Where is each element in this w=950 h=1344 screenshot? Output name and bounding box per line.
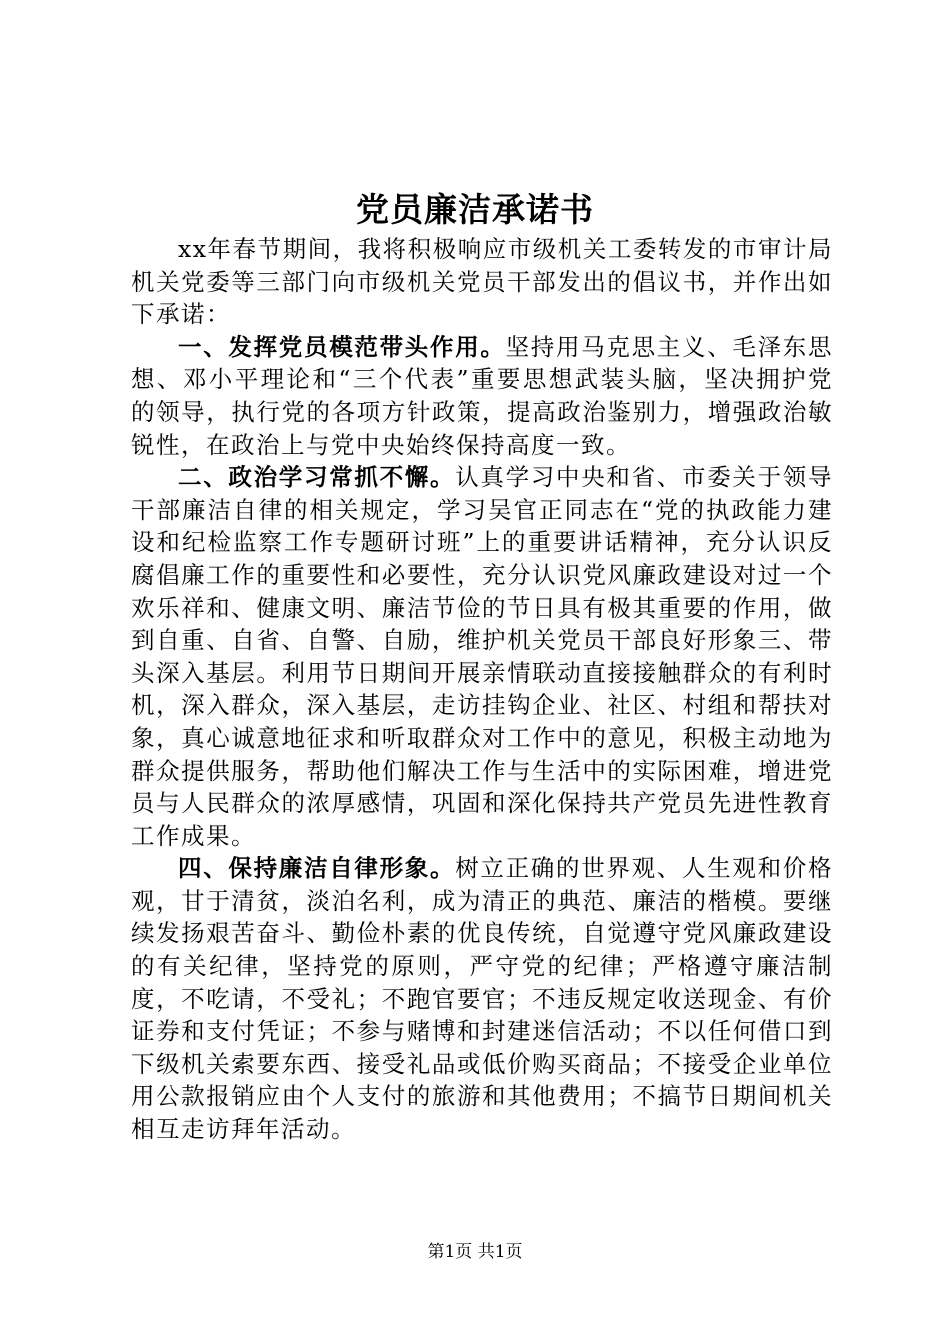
paragraph-section-4 <box>131 852 833 1145</box>
paragraph-text: 坚持用马克思主义、毛泽东思想、邓小平理论和“三个代表”重要思想武装头脑，坚决拥护党的领导，执行党的各项方针政策，提高政治鉴别力，增强政治敏锐性，在政治上与党中央始终保持高度一致。 <box>131 332 834 459</box>
paragraph-heading: 一、发挥党员模范带头作用。 <box>178 332 506 361</box>
paragraph-section-2 <box>131 461 833 852</box>
paragraph-text: xx年春节期间，我将积极响应市级机关工委转发的市审计局机关党委等三部门向市级机关党员干部发出的倡议书，并作出如下承诺： <box>131 235 833 329</box>
paragraph-heading: 四、保持廉洁自律形象。 <box>178 854 456 883</box>
paragraph-heading: 二、政治学习常抓不懈。 <box>178 463 456 492</box>
paragraph-text: 树立正确的世界观、人生观和价格观，甘于清贫，淡泊名利，成为清正的典范、廉洁的楷模。要继续发扬艰苦奋斗、勤俭朴素的优良传统，自觉遵守党风廉政建设的有关纪律，坚持党的原则，严守党的纪律；严格遵守廉洁制度，不吃请，不受礼；不跑官要官；不违反规定收送现金、有价证券和支付凭证；不参与赌博和封建迷信活动；不以任何借口到下级机关索要东西、接受礼品或低价购买商品；不接受企业单位用公款报销应由个人支付的旅游和其他费用；不搞节日期间机关相互走访拜年活动。 <box>131 854 834 1144</box>
document-title: 党员廉洁承诺书 <box>356 190 594 229</box>
paragraph-intro <box>131 233 833 331</box>
paragraph-section-1 <box>131 331 833 461</box>
paragraph-text: 认真学习中央和省、市委关于领导干部廉洁自律的相关规定，学习吴官正同志在“党的执政能力建设和纪检监察工作专题研讨班”上的重要讲话精神，充分认识反腐倡廉工作的重要性和必要性，充分认识党风廉政建设对过一个欢乐祥和、健康文明、廉洁节俭的节日具有极其重要的作用，做到自重、自省、自警、自励，维护机关党员干部良好形象三、带头深入基层。利用节日期间开展亲情联动直接接触群众的有利时机，深入群众，深入基层，走访挂钩企业、社区、村组和帮扶对象，真心诚意地征求和听取群众对工作中的意见，积极主动地为群众提供服务，帮助他们解决工作与生活中的实际困难，增进党员与人民群众的浓厚感情，巩固和深化保持共产党员先进性教育工作成果。 <box>131 463 834 850</box>
document-body <box>131 233 833 1146</box>
page-footer: 第1页 共1页 <box>427 1242 523 1262</box>
